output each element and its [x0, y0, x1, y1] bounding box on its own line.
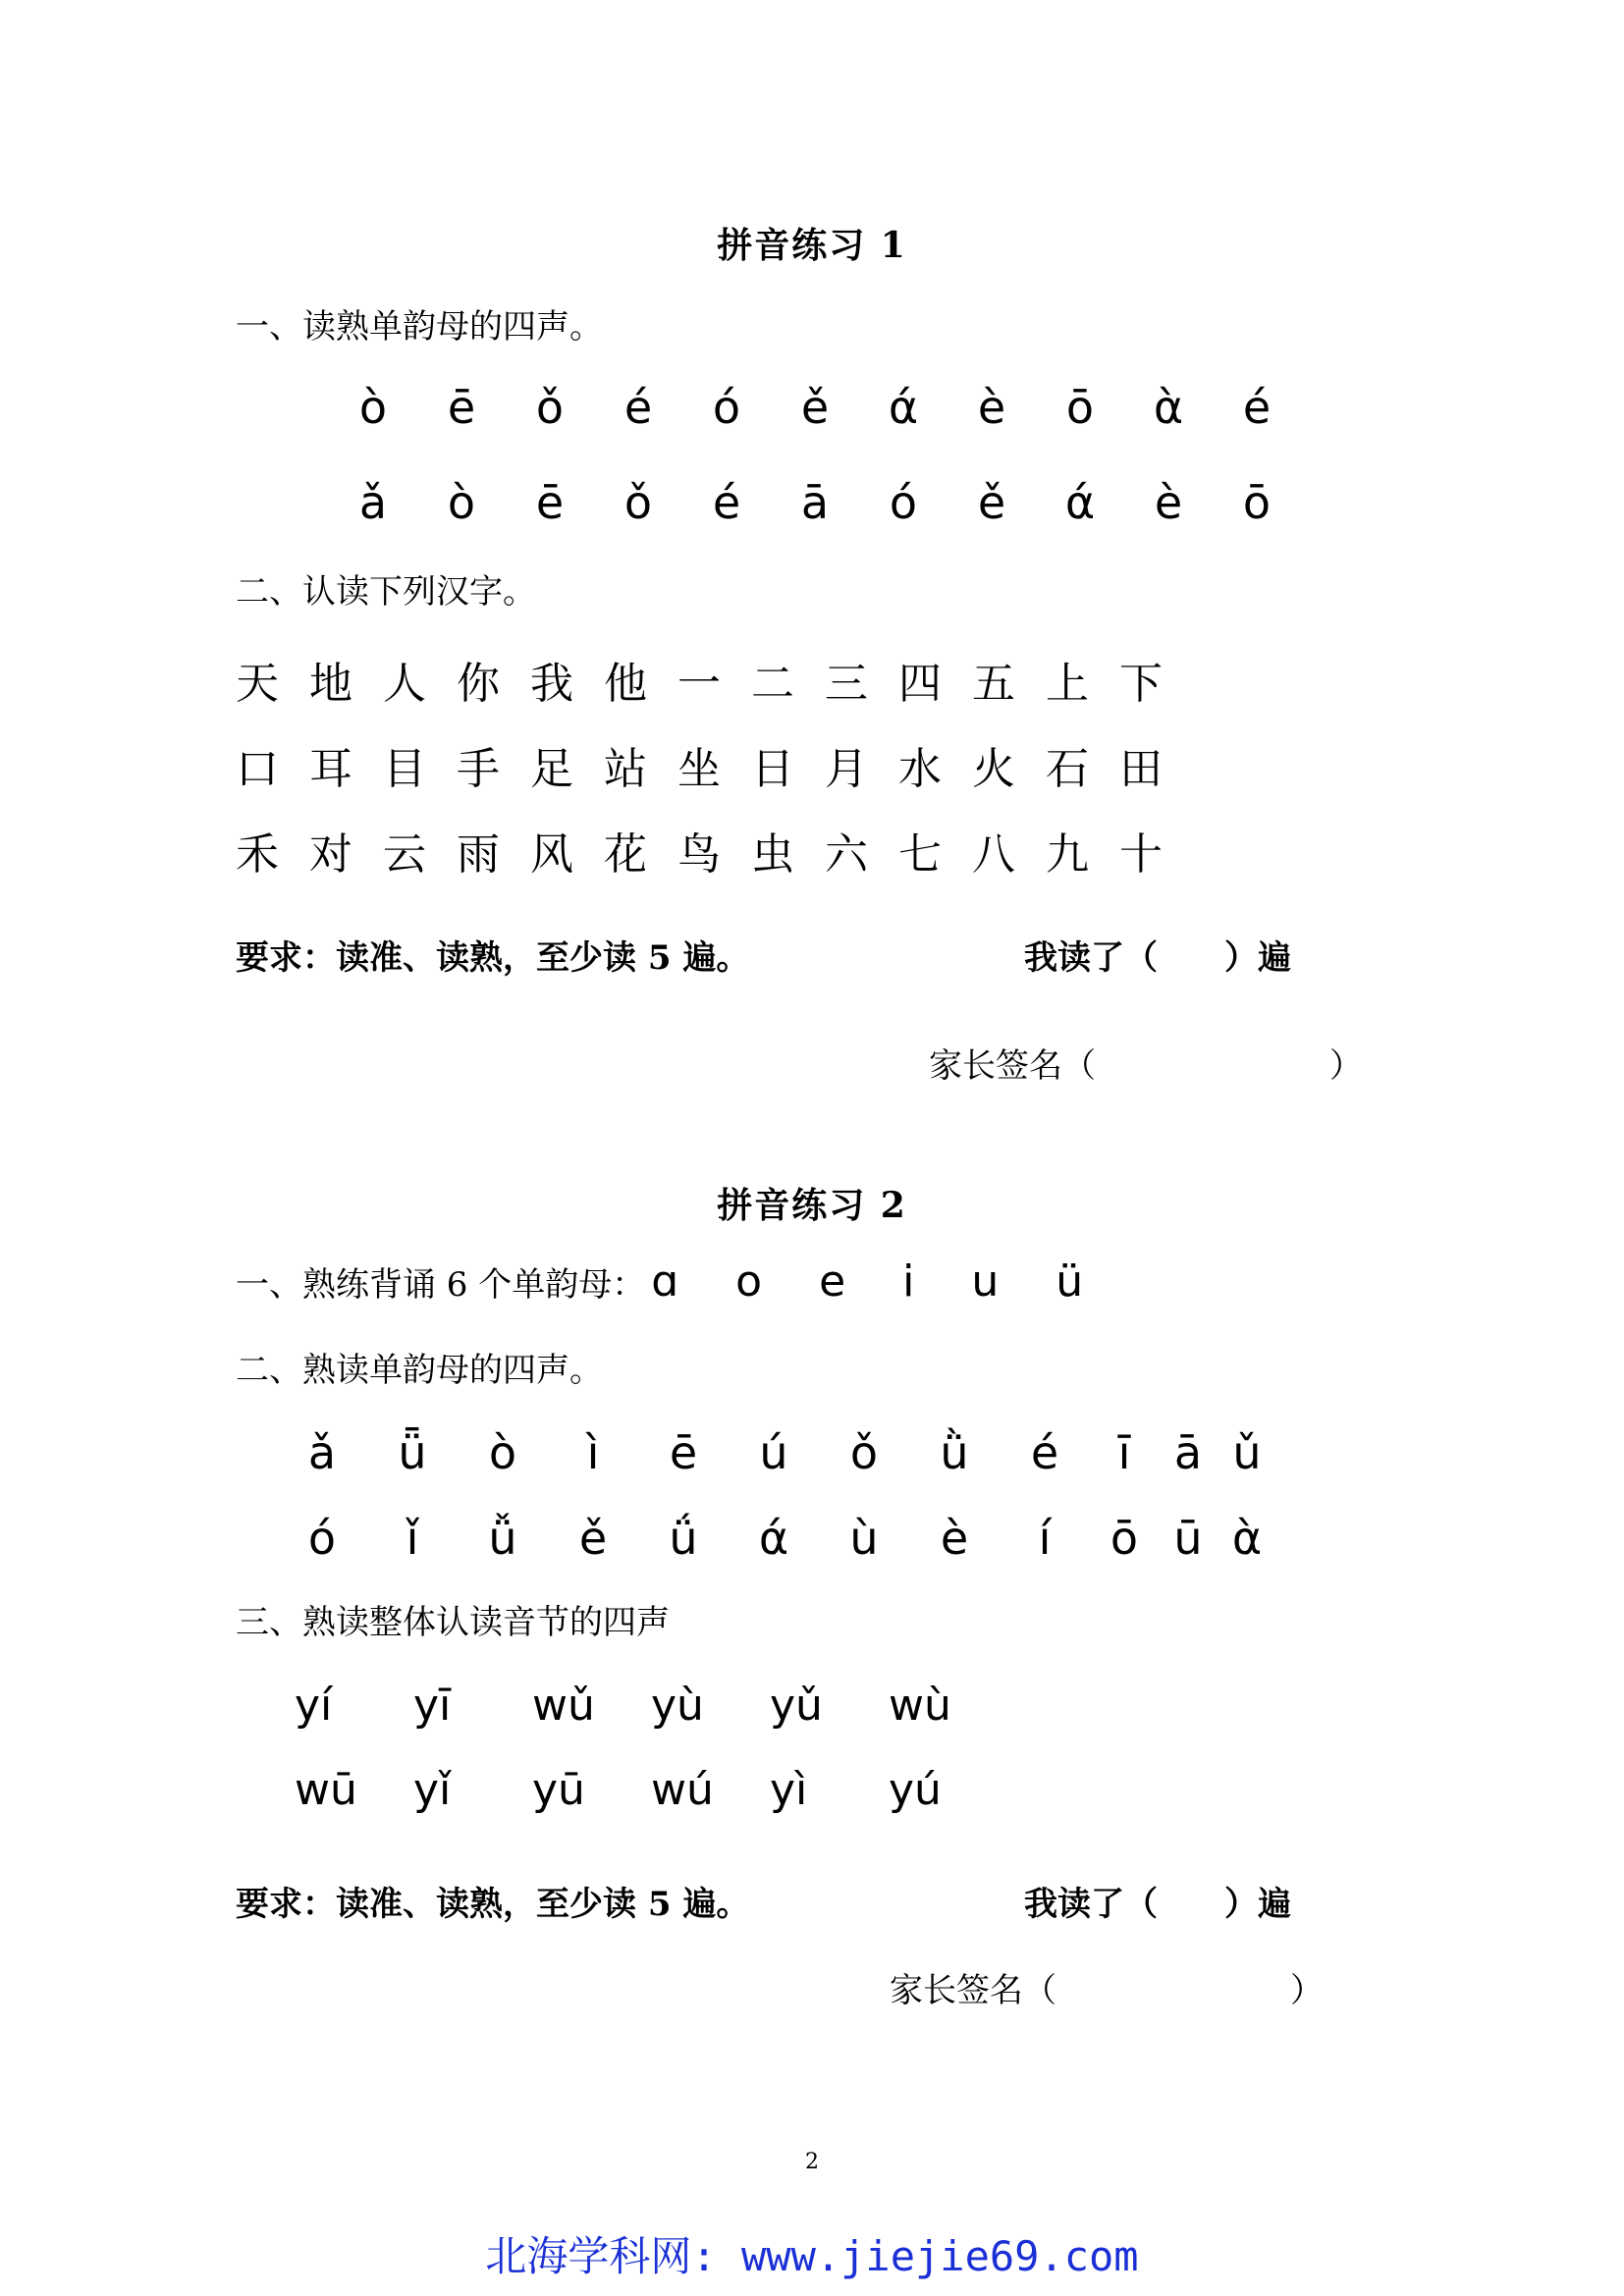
single-vowels: ɑ o e i u ü	[651, 1256, 1106, 1307]
exercise-2-syllables-row-1	[295, 1681, 1007, 1731]
tone-vowel: ō	[1110, 1512, 1139, 1565]
exercise-1-chars-row-2	[236, 733, 1193, 796]
hanzi: 他	[604, 659, 647, 709]
exercise-2-parent-signature: 家长签名（ ）	[890, 1971, 1324, 2010]
tone-vowel: ά	[1064, 476, 1096, 529]
hanzi: 水	[898, 744, 942, 794]
hanzi: 下	[1119, 659, 1163, 709]
exercise-2-syllables-row-2	[295, 1765, 1007, 1815]
tone-vowel: ά	[888, 381, 919, 434]
hanzi: 虫	[751, 829, 794, 880]
hanzi: 日	[751, 744, 794, 794]
tone-vowel: ò	[358, 381, 388, 434]
hanzi: 火	[972, 744, 1015, 794]
tone-vowel: ǘ	[669, 1512, 698, 1565]
hanzi: 人	[383, 659, 426, 709]
hanzi: 地	[309, 659, 352, 709]
tone-vowel: ī	[1117, 1426, 1131, 1479]
tone-vowel: ὰ	[1153, 381, 1184, 434]
hanzi: 一	[677, 659, 721, 709]
hanzi: 五	[972, 659, 1015, 709]
tone-vowel: é	[1242, 381, 1272, 434]
tone-vowel: ǐ	[406, 1512, 419, 1565]
tone-vowel: é	[623, 381, 653, 434]
hanzi: 八	[972, 829, 1015, 880]
hanzi: 月	[825, 744, 868, 794]
syllable: yū	[532, 1765, 585, 1815]
hanzi: 二	[751, 659, 794, 709]
hanzi: 足	[530, 744, 573, 794]
tone-vowel: ǒ	[849, 1426, 879, 1479]
tone-vowel: ě	[977, 476, 1006, 529]
hanzi: 禾	[236, 829, 279, 880]
tone-vowel: ǒ	[535, 381, 565, 434]
hanzi: 对	[309, 829, 352, 880]
syllable: wù	[889, 1681, 951, 1731]
syllable: yí	[295, 1681, 333, 1731]
exercise-2-read-count: 我读了（ ）遍	[1024, 1885, 1291, 1924]
exercise-1-question-1: 一、读熟单韵母的四声。	[236, 307, 603, 347]
tone-vowel: ò	[447, 476, 476, 529]
hanzi: 花	[604, 829, 647, 880]
syllable: yì	[770, 1765, 808, 1815]
hanzi: 我	[530, 659, 573, 709]
tone-vowel: ǜ	[940, 1426, 969, 1479]
tone-vowel: ǔ	[1232, 1426, 1262, 1479]
tone-vowel: ē	[535, 476, 565, 529]
exercise-1-chars-row-3	[236, 819, 1193, 881]
question-1-text: 一、熟练背诵 6 个单韵母：	[236, 1265, 646, 1305]
tone-vowel: ǖ	[398, 1426, 427, 1479]
tone-vowel: ὰ	[1231, 1512, 1263, 1565]
exercise-2-tones-row-2	[277, 1512, 1276, 1565]
tone-vowel: ò	[488, 1426, 517, 1479]
site-watermark-footer: 北海学科网: www.jiejie69.com	[485, 2232, 1139, 2280]
tone-vowel: ě	[800, 381, 830, 434]
tone-vowel: ù	[849, 1512, 879, 1565]
exercise-1-title: 拼音练习 1	[717, 225, 907, 266]
syllable: yī	[413, 1681, 452, 1731]
tone-vowel: ά	[758, 1512, 789, 1565]
syllable: wú	[651, 1765, 714, 1815]
exercise-2-question-3: 三、熟读整体认读音节的四声	[236, 1603, 670, 1642]
tone-vowel: ó	[712, 381, 741, 434]
exercise-2-question-2: 二、熟读单韵母的四声。	[236, 1351, 603, 1390]
tone-vowel: ē	[447, 381, 476, 434]
syllable: wǔ	[532, 1681, 595, 1731]
tone-vowel: ǎ	[358, 476, 388, 529]
tone-vowel: é	[712, 476, 741, 529]
hanzi: 风	[530, 829, 573, 880]
syllable: yǐ	[413, 1765, 452, 1815]
syllable: yú	[889, 1765, 942, 1815]
exercise-2-requirement: 要求：读准、读熟，至少读 5 遍。	[236, 1885, 750, 1924]
hanzi: 九	[1046, 829, 1089, 880]
tone-vowel: ó	[889, 476, 918, 529]
hanzi: 十	[1119, 829, 1163, 880]
exercise-1-read-count: 我读了（ ）遍	[1024, 938, 1291, 978]
hanzi: 耳	[309, 744, 352, 794]
exercise-1-tones-row-2	[329, 476, 1301, 529]
hanzi: 天	[236, 659, 279, 709]
tone-vowel: ǎ	[307, 1426, 337, 1479]
tone-vowel: è	[940, 1512, 969, 1565]
tone-vowel: è	[977, 381, 1006, 434]
tone-vowel: ā	[1173, 1426, 1203, 1479]
hanzi: 鸟	[677, 829, 721, 880]
tone-vowel: ā	[800, 476, 830, 529]
tone-vowel: ǚ	[488, 1512, 517, 1565]
hanzi: 云	[383, 829, 426, 880]
hanzi: 六	[825, 829, 868, 880]
exercise-1-tones-row-1	[329, 381, 1301, 434]
tone-vowel: è	[1154, 476, 1183, 529]
tone-vowel: ì	[586, 1426, 600, 1479]
syllable: yǔ	[770, 1681, 823, 1731]
hanzi: 目	[383, 744, 426, 794]
hanzi: 上	[1046, 659, 1089, 709]
tone-vowel: ē	[669, 1426, 698, 1479]
hanzi: 田	[1119, 744, 1163, 794]
hanzi: 雨	[457, 829, 500, 880]
syllable: yù	[651, 1681, 704, 1731]
tone-vowel: ō	[1242, 476, 1272, 529]
tone-vowel: é	[1030, 1426, 1059, 1479]
hanzi: 站	[604, 744, 647, 794]
tone-vowel: ú	[759, 1426, 788, 1479]
hanzi: 七	[898, 829, 942, 880]
hanzi: 三	[825, 659, 868, 709]
exercise-1-parent-signature: 家长签名（ ）	[929, 1046, 1363, 1086]
exercise-1-chars-row-1	[236, 648, 1193, 711]
hanzi: 手	[457, 744, 500, 794]
tone-vowel: ě	[578, 1512, 608, 1565]
tone-vowel: ó	[307, 1512, 337, 1565]
hanzi: 坐	[677, 744, 721, 794]
syllable: wū	[295, 1765, 357, 1815]
hanzi: 石	[1046, 744, 1089, 794]
exercise-2-tones-row-1	[277, 1426, 1276, 1479]
exercise-2-question-1	[236, 1256, 1105, 1307]
hanzi: 口	[236, 744, 279, 794]
exercise-1-question-2: 二、认读下列汉字。	[236, 572, 536, 612]
exercise-2-title: 拼音练习 2	[717, 1185, 907, 1226]
hanzi: 你	[457, 659, 500, 709]
page-number: 2	[805, 2150, 819, 2174]
tone-vowel: ū	[1173, 1512, 1203, 1565]
tone-vowel: í	[1038, 1512, 1052, 1565]
tone-vowel: ō	[1065, 381, 1095, 434]
exercise-1-requirement: 要求：读准、读熟，至少读 5 遍。	[236, 938, 750, 978]
tone-vowel: ǒ	[623, 476, 653, 529]
hanzi: 四	[898, 659, 942, 709]
